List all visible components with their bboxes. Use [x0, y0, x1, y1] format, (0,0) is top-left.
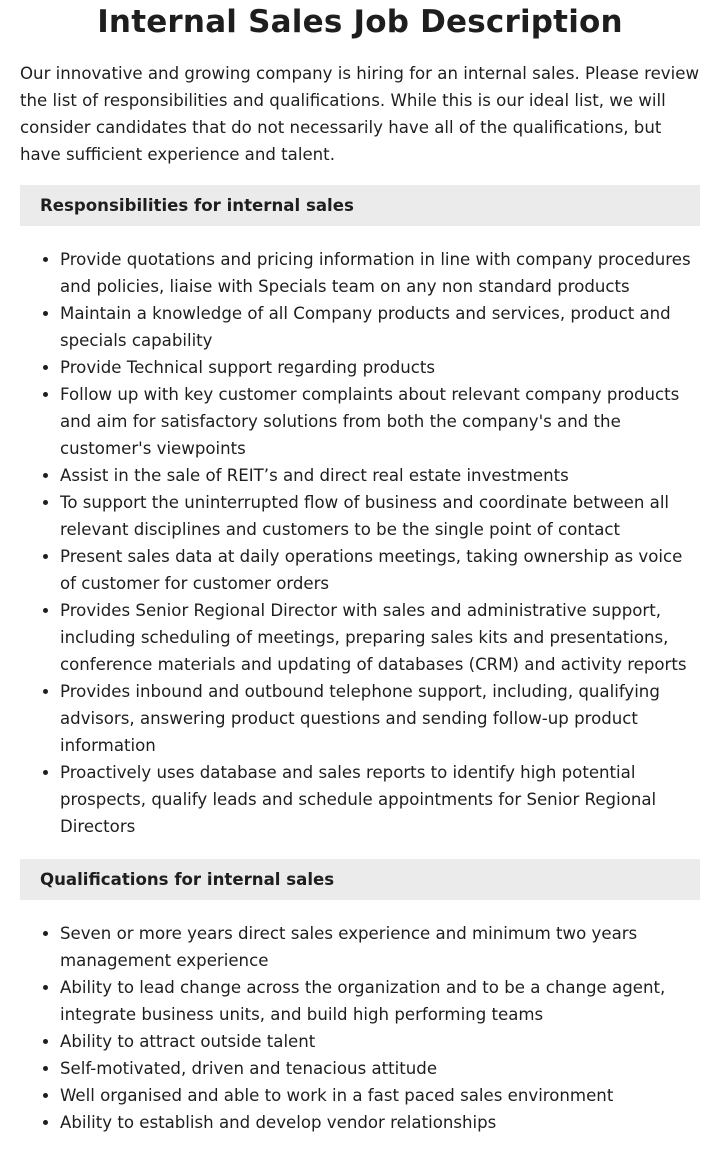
list-item: • Present sales data at daily operations meetings, taking ownership as voice of customer for customer orders	[60, 543, 700, 597]
page-title: Internal Sales Job Description	[97, 4, 623, 40]
list-item: • Provide Technical support regarding products	[60, 354, 700, 381]
list-item: • Ability to establish and develop vendor relationships	[60, 1109, 700, 1136]
qualifications-heading: Qualifications for internal sales	[40, 870, 335, 889]
responsibilities-heading: Responsibilities for internal sales	[40, 196, 354, 215]
responsibilities-header	[20, 185, 700, 226]
list-item: • Assist in the sale of REIT’s and direct real estate investments	[60, 462, 700, 489]
list-item: • Self-motivated, driven and tenacious attitude	[60, 1055, 700, 1082]
list-item: • To support the uninterrupted flow of business and coordinate between all relevant disciplines and customers to be the single point of contact	[60, 489, 700, 543]
list-item: • Well organised and able to work in a fast paced sales environment	[60, 1082, 700, 1109]
qualifications-header	[20, 859, 700, 900]
list-item: • Proactively uses database and sales reports to identify high potential prospects, qualify leads and schedule appointments for Senior Regional Directors	[60, 759, 700, 840]
list-item: • Ability to attract outside talent	[60, 1028, 700, 1055]
list-item: • Maintain a knowledge of all Company products and services, product and specials capability	[60, 300, 700, 354]
list-item: • Ability to lead change across the organization and to be a change agent, integrate business units, and build high performing teams	[60, 974, 700, 1028]
list-item: • Provides Senior Regional Director with sales and administrative support, including scheduling of meetings, preparing sales kits and presentations, conference materials and updating of databases (CRM) and activity reports	[60, 597, 700, 678]
qualifications-list	[20, 920, 700, 1136]
responsibilities-list	[20, 246, 700, 840]
list-item: • Seven or more years direct sales experience and minimum two years management experience	[60, 920, 700, 974]
list-item: • Follow up with key customer complaints about relevant company products and aim for satisfactory solutions from both the company's and the customer's viewpoints	[60, 381, 700, 462]
list-item: • Provides inbound and outbound telephone support, including, qualifying advisors, answering product questions and sending follow-up product information	[60, 678, 700, 759]
list-item: • Provide quotations and pricing information in line with company procedures and policies, liaise with Specials team on any non standard products	[60, 246, 700, 300]
intro-paragraph: Our innovative and growing company is hiring for an internal sales. Please review the list of responsibilities and qualifications. While this is our ideal list, we will consider candidates that do not necessarily have all of the qualifications, but have sufficient experience and talent.	[20, 64, 700, 164]
